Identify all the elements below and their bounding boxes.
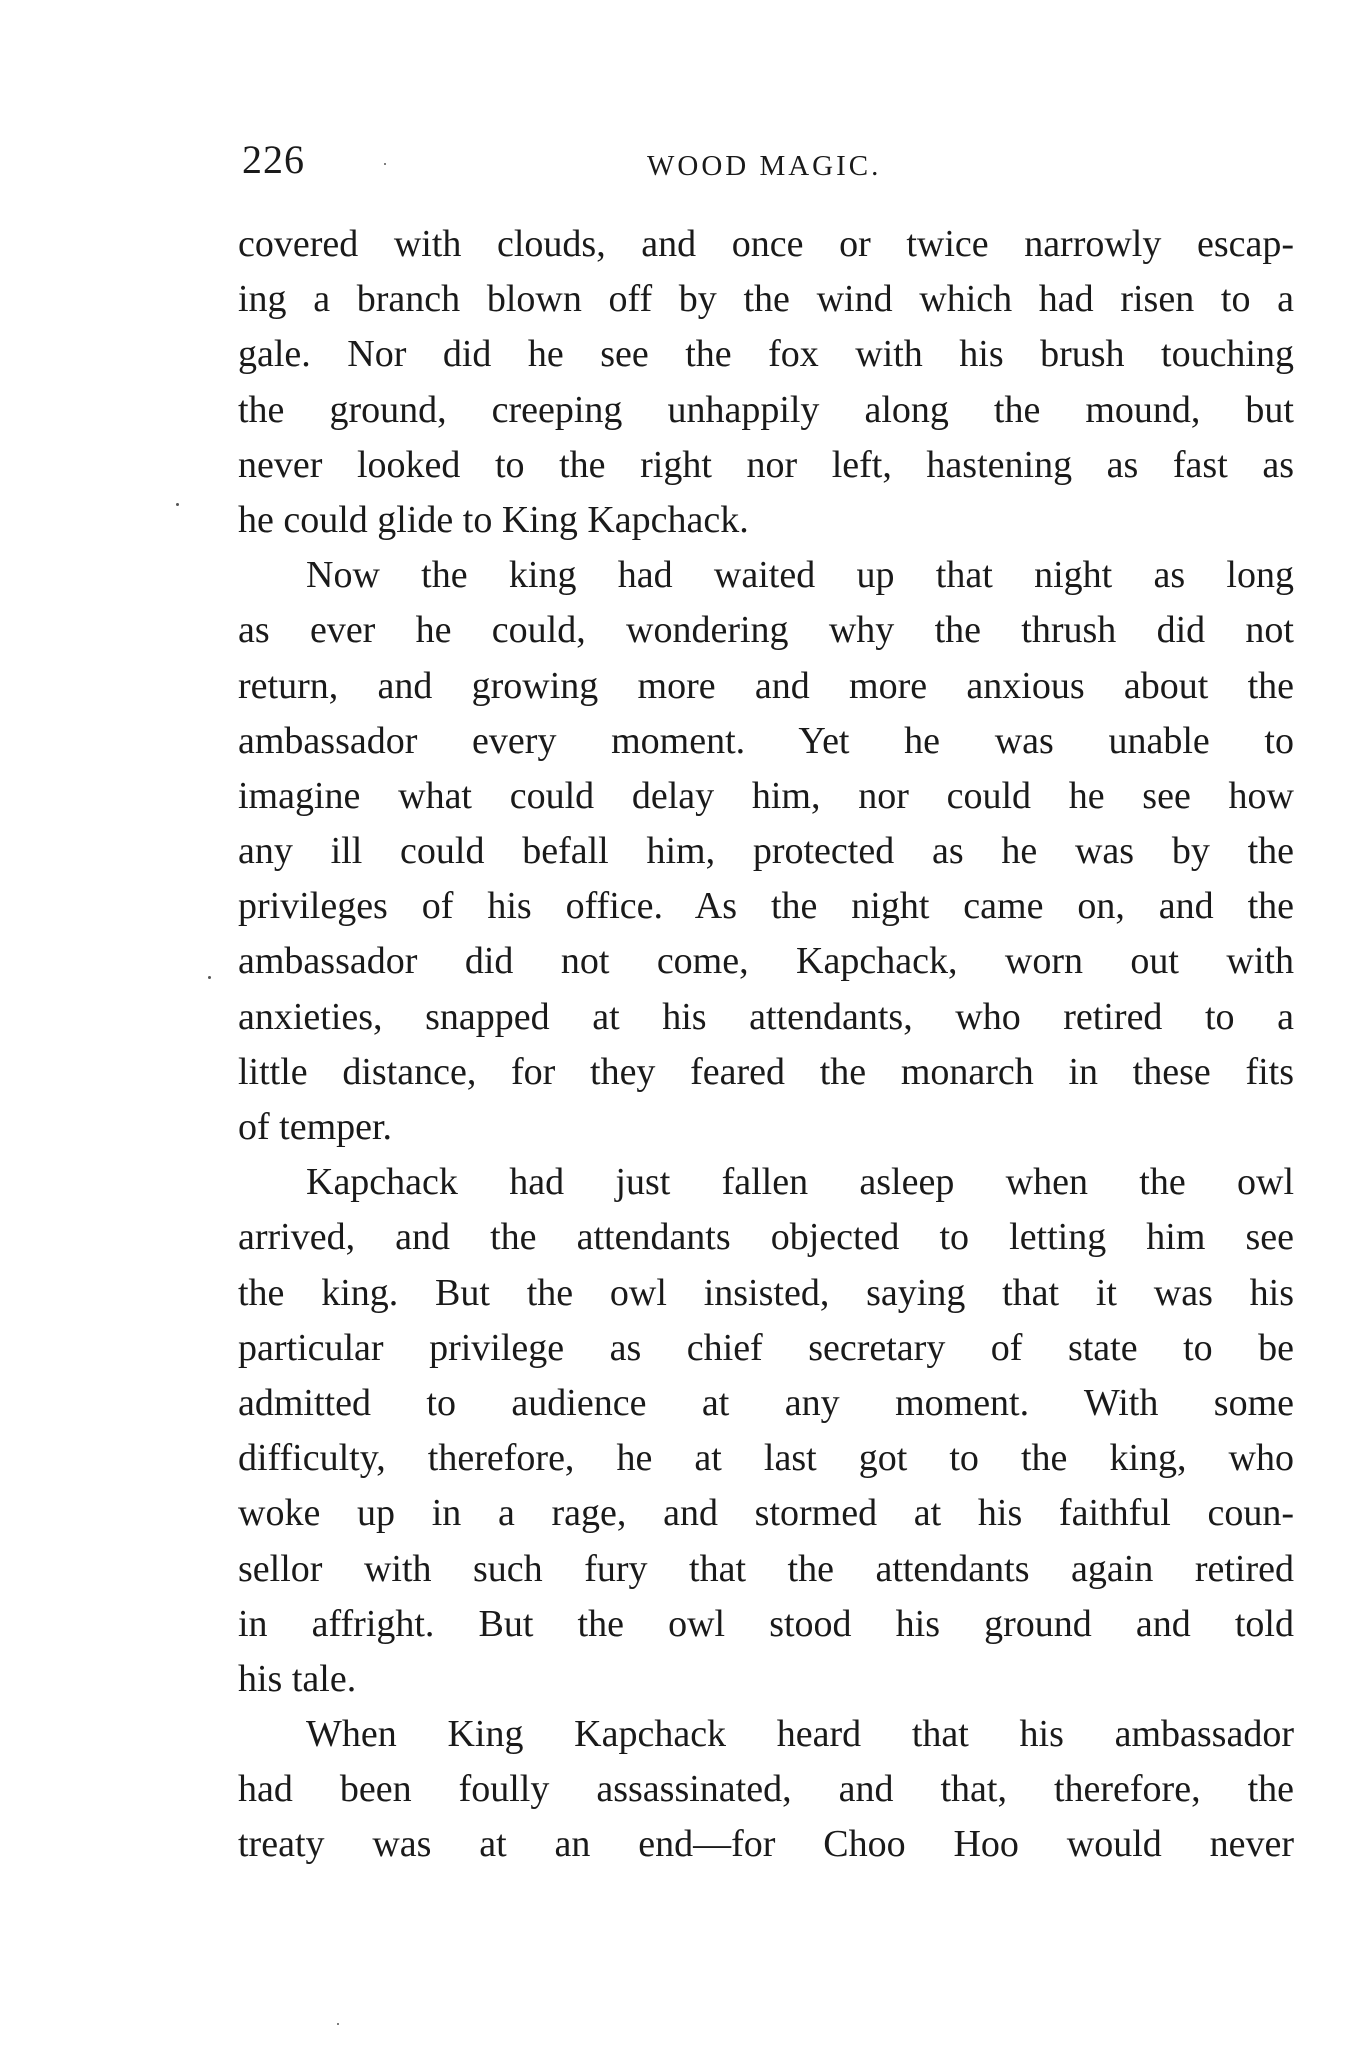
text-line: gale. Nor did he see the fox with his brush touching	[238, 333, 1294, 376]
text-line: privileges of his office. As the night came on, and the	[238, 885, 1294, 928]
text-line: Now the king had waited up that night as long	[306, 554, 1294, 597]
text-line: When King Kapchack heard that his ambassador	[306, 1713, 1294, 1756]
text-line: of temper.	[238, 1106, 393, 1148]
page-number: 226	[242, 137, 305, 182]
text-line: particular privilege as chief secretary of state to be	[238, 1326, 1294, 1369]
text-line: had been foully assassinated, and that, therefore, the	[238, 1768, 1294, 1811]
running-head: WOOD MAGIC.	[647, 150, 882, 182]
text-line: ambassador did not come, Kapchack, worn out with	[238, 940, 1294, 983]
text-line: imagine what could delay him, nor could he see how	[238, 774, 1294, 817]
text-line: difficulty, therefore, he at last got to the king, who	[238, 1437, 1294, 1480]
text-line: Kapchack had just fallen asleep when the owl	[306, 1161, 1294, 1204]
scan-speck	[176, 503, 179, 506]
text-line: never looked to the right nor left, hastening as fast as	[238, 443, 1294, 486]
scan-speck	[208, 976, 211, 979]
text-line: as ever he could, wondering why the thrush did not	[238, 609, 1294, 652]
text-line: anxieties, snapped at his attendants, who retired to a	[238, 995, 1294, 1038]
text-line: ambassador every moment. Yet he was unable to	[238, 719, 1294, 762]
text-line: any ill could befall him, protected as he was by the	[238, 830, 1294, 873]
text-line: in affright. But the owl stood his ground and told	[238, 1602, 1294, 1645]
text-line: covered with clouds, and once or twice narrowly escap-	[238, 223, 1294, 265]
text-line: ing a branch blown off by the wind which had risen to a	[238, 278, 1294, 321]
text-line: the king. But the owl insisted, saying that it was his	[238, 1271, 1294, 1314]
text-line: he could glide to King Kapchack.	[238, 498, 749, 541]
text-line: his tale.	[238, 1657, 357, 1700]
text-line: woke up in a rage, and stormed at his faithful coun-	[238, 1492, 1294, 1535]
scan-speck	[337, 2023, 339, 2025]
text-line: little distance, for they feared the monarch in these fits	[238, 1050, 1294, 1093]
text-line: return, and growing more and more anxious about the	[238, 664, 1294, 707]
text-line: admitted to audience at any moment. With some	[238, 1381, 1294, 1424]
text-line: treaty was at an end—for Choo Hoo would never	[238, 1823, 1294, 1866]
scan-speck	[384, 163, 386, 165]
text-line: arrived, and the attendants objected to letting him see	[238, 1216, 1294, 1259]
text-line: the ground, creeping unhappily along the mound, but	[238, 388, 1294, 431]
body-text	[238, 217, 1294, 1873]
page-header	[242, 136, 1294, 186]
text-line: sellor with such fury that the attendants again retired	[238, 1547, 1294, 1590]
